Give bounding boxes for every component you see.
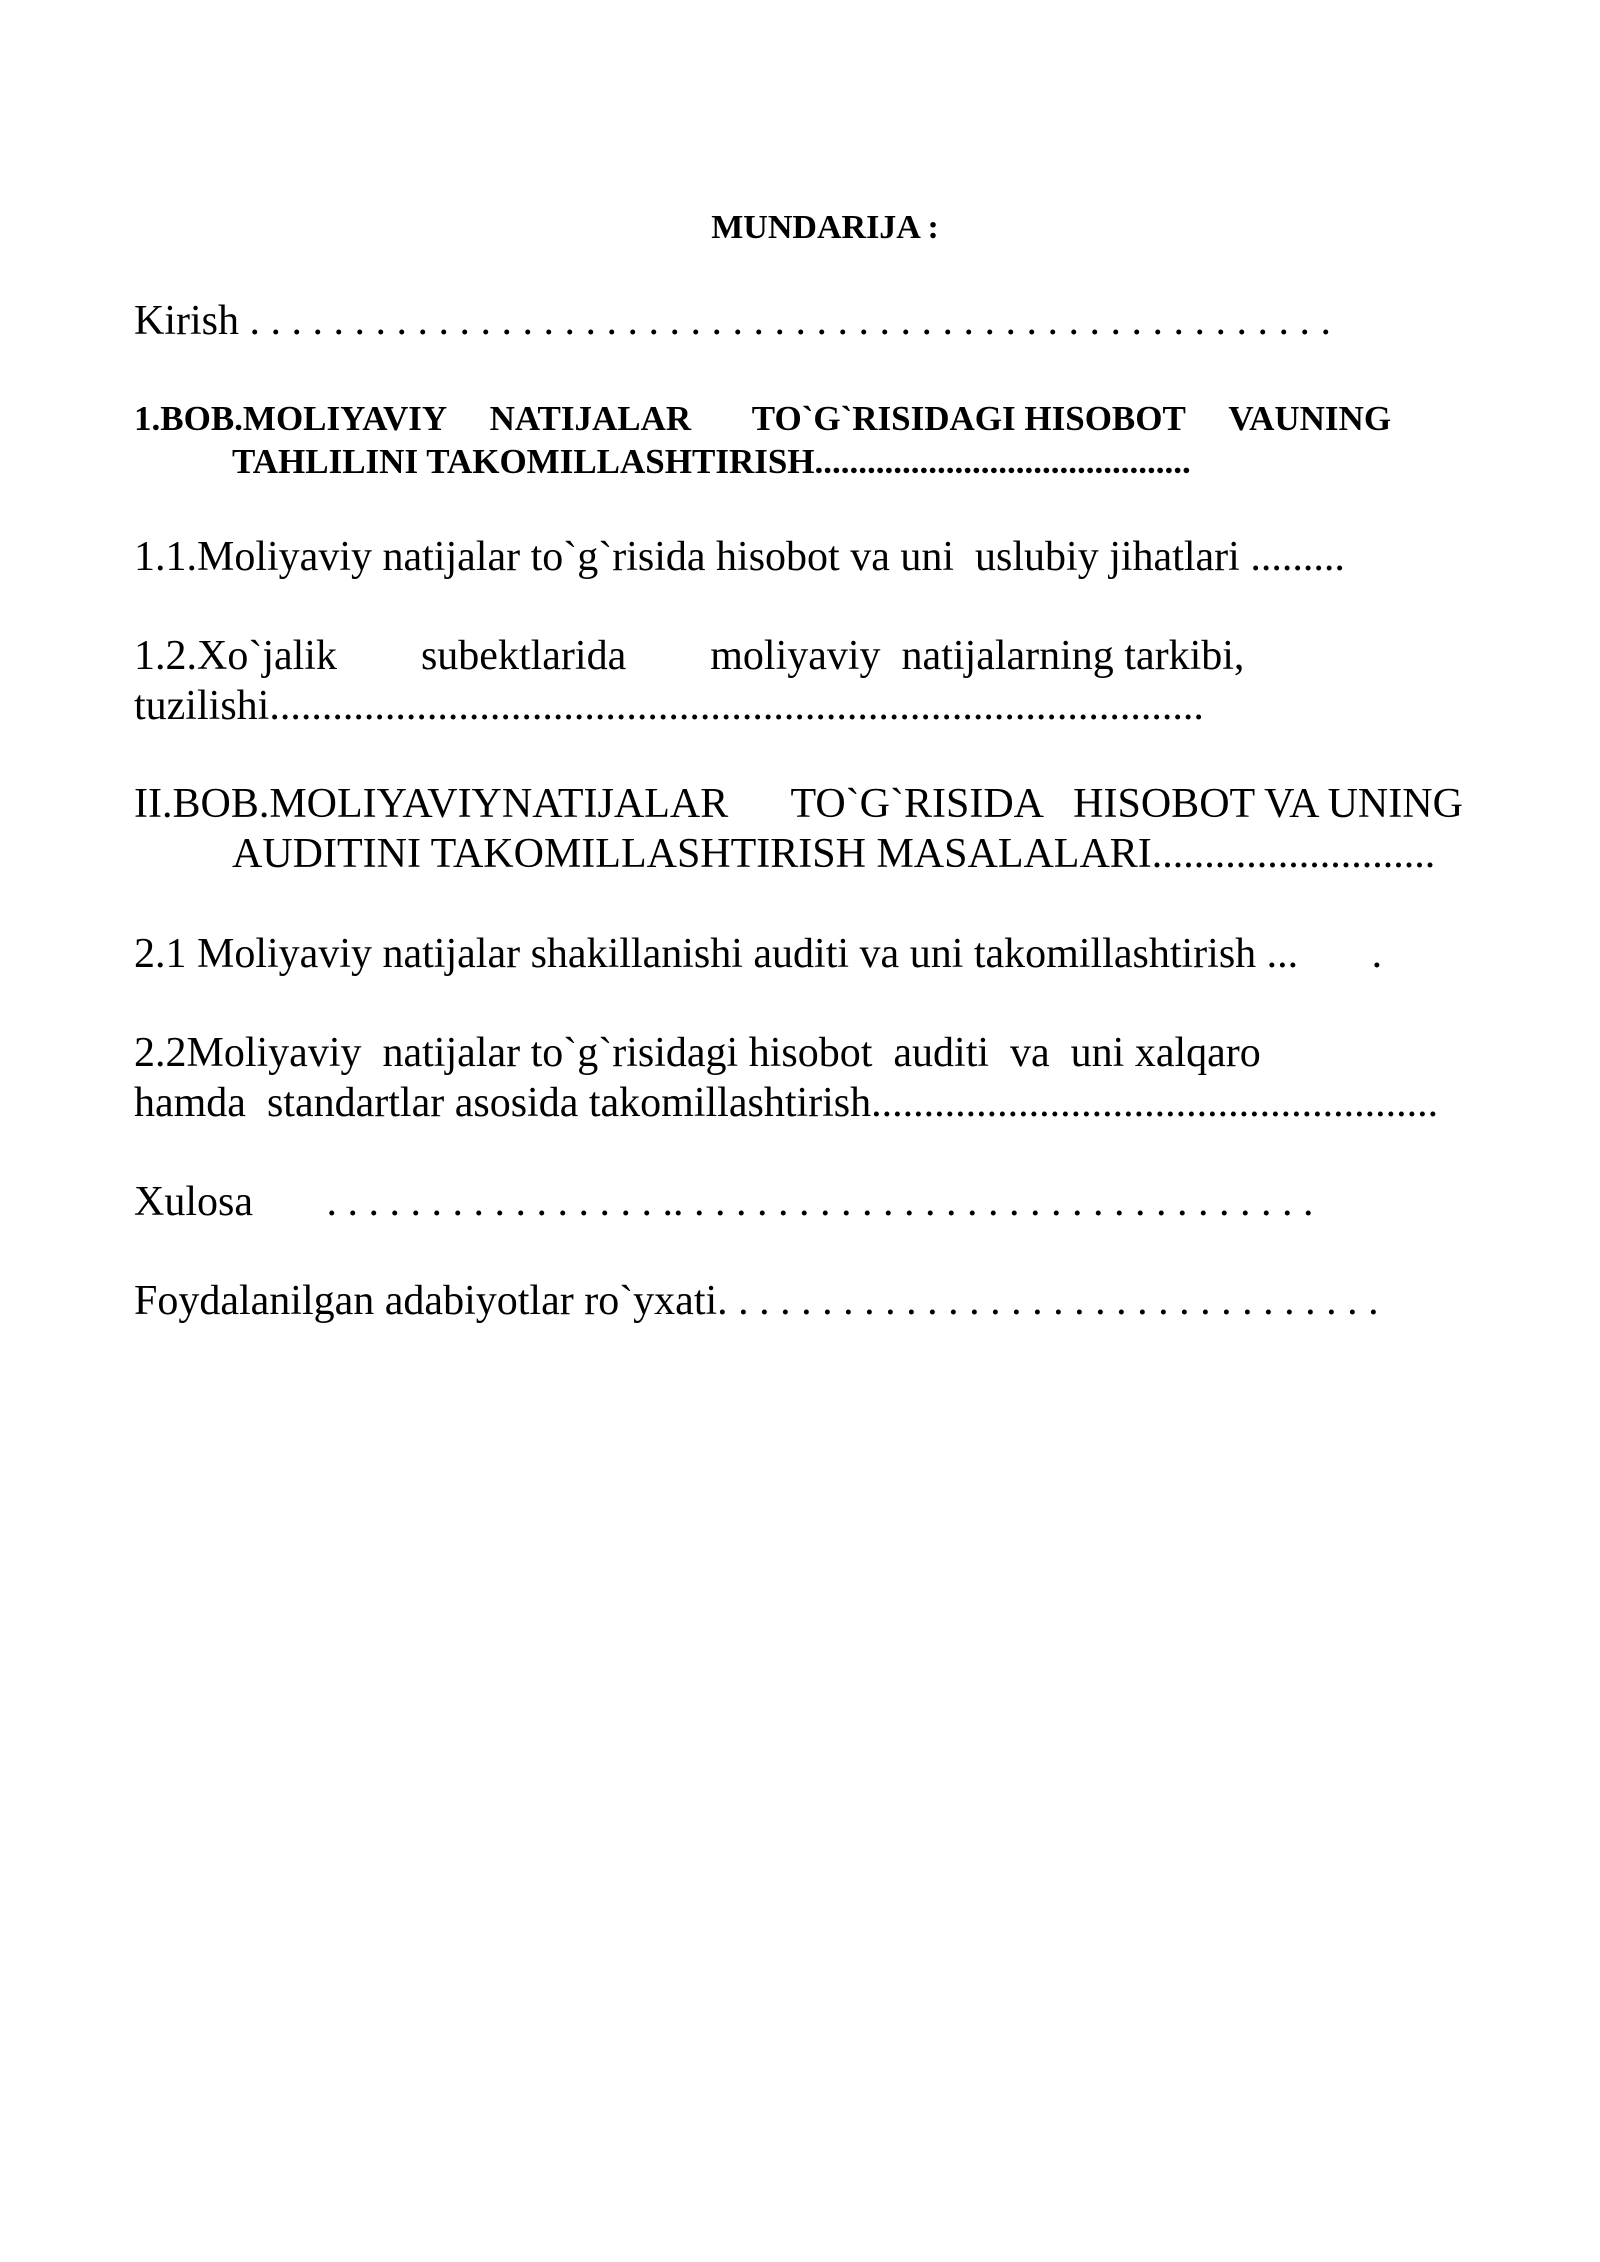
toc-entry-intro: Kirish . . . . . . . . . . . . . . . . . . . . . . . . . . . . . . . . . . . . . . . . . . . . . . . . . . . .	[134, 298, 1331, 344]
toc-chapter2-heading-line2: AUDITINI TAKOMILLASHTIRISH MASALALARI...........................	[232, 831, 1436, 877]
toc-entry-section-1-2-line2: tuzilishi.........................................................................................	[134, 683, 1204, 729]
toc-entry-section-2-2-line1: 2.2Moliyaviy natijalar to`g`risidagi hisobot auditi va uni xalqaro	[134, 1030, 1261, 1076]
toc-entry-section-2-2-line2: hamda standartlar asosida takomillashtirish......................................................	[134, 1080, 1439, 1126]
toc-entry-conclusion: Xulosa . . . . . . . . . . . . . . . . .. . . . . . . . . . . . . . . . . . . . . . . . . . . . . . .	[134, 1179, 1314, 1225]
toc-title: MUNDARIJA :	[711, 209, 939, 246]
toc-entry-section-1-2-line1: 1.2.Xo`jalik subektlarida moliyaviy natijalarning tarkibi,	[134, 633, 1245, 679]
toc-chapter2-heading-line1: II.BOB.MOLIYAVIYNATIJALAR TO`G`RISIDA HISOBOT VA UNING	[134, 781, 1463, 827]
toc-chapter1-heading-line1: 1.BOB.MOLIYAVIY NATIJALAR TO`G`RISIDAGI HISOBOT VAUNING	[134, 399, 1392, 438]
toc-entry-section-2-1: 2.1 Moliyaviy natijalar shakillanishi auditi va uni takomillashtirish ... .	[134, 931, 1383, 977]
toc-entry-section-1-1: 1.1.Moliyaviy natijalar to`g`risida hisobot va uni uslubiy jihatlari .........	[134, 534, 1345, 580]
toc-chapter1-heading-line2: TAHLILINI TAKOMILLASHTIRISH...........................................	[232, 442, 1191, 481]
toc-entry-references: Foydalanilgan adabiyotlar ro`yxati. . . . . . . . . . . . . . . . . . . . . . . . . . . . . . . .	[134, 1278, 1379, 1324]
